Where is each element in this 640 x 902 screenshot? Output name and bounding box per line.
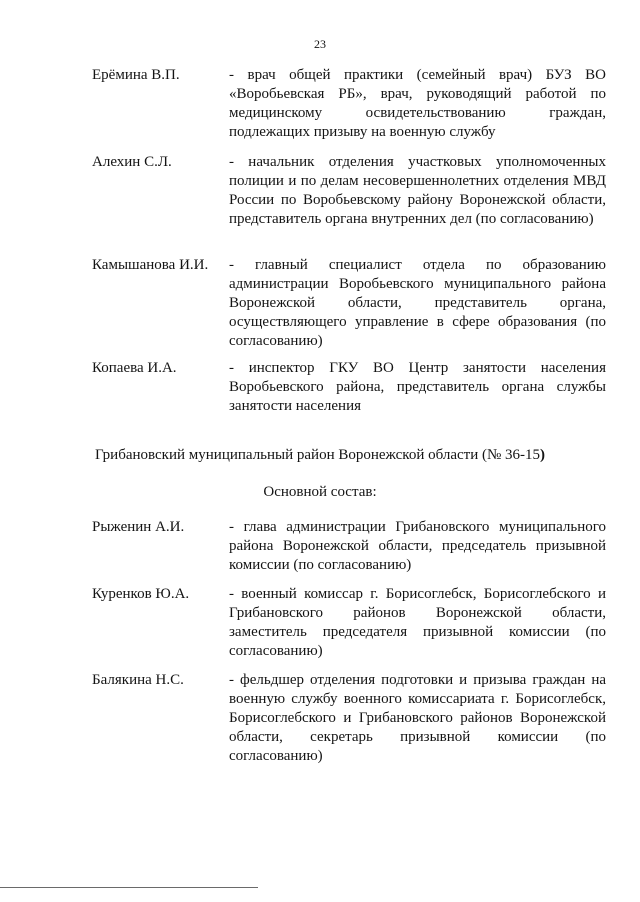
member-role: - инспектор ГКУ ВО Центр занятости населения Воробьевского района, представитель органа службы занятости населения <box>229 360 606 414</box>
member-role: - главный специалист отдела по образованию администрации Воробьевского муниципального района Воронежской области, представитель органа, осуществляющего управление в сфере образования (по согласованию) <box>229 257 606 349</box>
member-role: - военный комиссар г. Борисоглебск, Борисоглебского и Грибановского районов Воронежской области, заместитель председателя призывной комиссии (по согласованию) <box>229 586 606 659</box>
member-role: - фельдшер отделения подготовки и призыва граждан на военную службу военного комиссариата г. Борисоглебск, Борисоглебского и Грибановского районов Воронежской области, секретарь призывной комиссии (по согласованию) <box>229 672 606 764</box>
member-name: Балякина Н.С. <box>92 672 184 688</box>
district-heading-text: Грибановский муниципальный район Воронежской области (№ 36-15 <box>94 447 541 463</box>
member-role: - глава администрации Грибановского муниципального района Воронежской области, председатель призывной комиссии (по согласованию) <box>229 519 606 573</box>
member-name: Камышанова И.И. <box>92 257 209 273</box>
district-heading <box>0 446 640 465</box>
composition-subheading: Основной состав: <box>263 484 377 500</box>
page-number: 23 <box>314 37 326 51</box>
district-heading-closing: ) <box>540 447 546 463</box>
member-role: - врач общей практики (семейный врач) БУЗ ВО «Воробьевская РБ», врач, руководящий работой по медицинскому освидетельствованию граждан, подлежащих призыву на военную службу <box>229 67 606 140</box>
member-name: Рыженин А.И. <box>92 519 185 535</box>
member-name: Копаева И.А. <box>92 360 177 376</box>
member-name: Алехин С.Л. <box>92 154 172 170</box>
member-name: Ерёмина В.П. <box>92 67 180 83</box>
footnote-divider <box>0 887 258 888</box>
member-name: Куренков Ю.А. <box>92 586 190 602</box>
member-role: - начальник отделения участковых уполномоченных полиции и по делам несовершеннолетних отделения МВД России по Воробьевскому району Воронежской области, представитель органа внутренних дел (по согласованию) <box>229 154 606 227</box>
